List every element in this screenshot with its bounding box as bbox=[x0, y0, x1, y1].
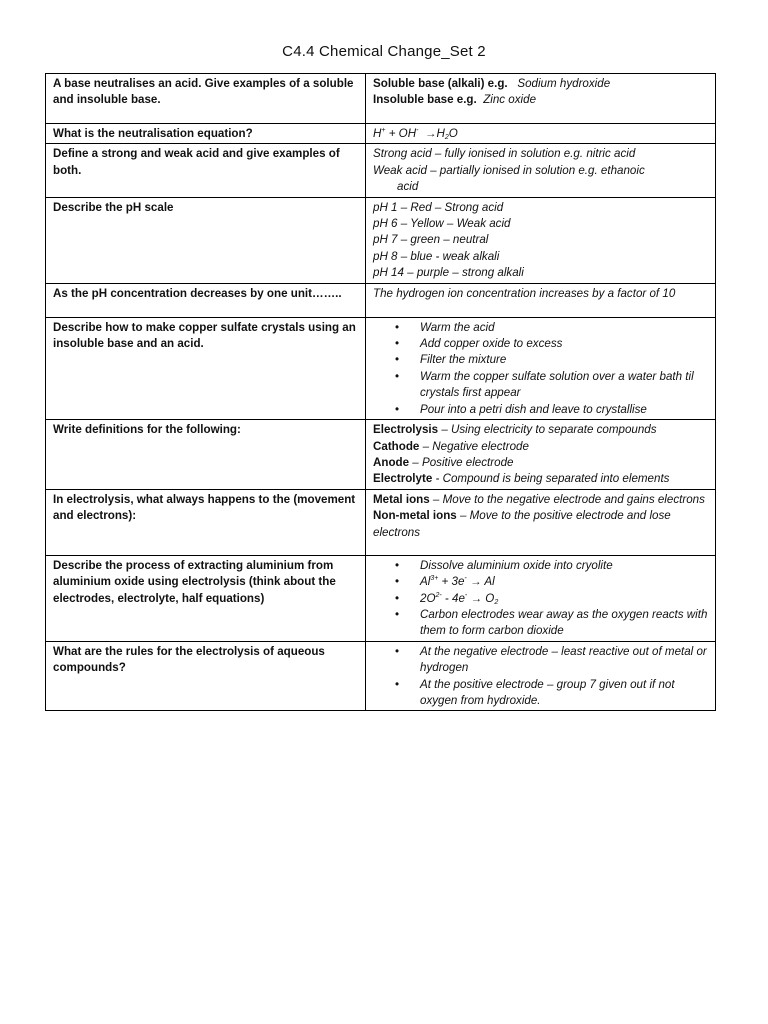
bullet-icon: • bbox=[395, 353, 400, 367]
bullet-icon: • bbox=[395, 607, 400, 621]
bullet-list bbox=[373, 644, 709, 710]
answer-cell: The hydrogen ion concentration increases by a factor of 10 bbox=[366, 283, 716, 317]
answer-cell bbox=[366, 144, 716, 197]
bullet-icon: • bbox=[395, 575, 400, 589]
list-item: • $2O^{2-} - 4e^- \to O_2$ bbox=[395, 591, 499, 606]
eq-text: H bbox=[436, 127, 445, 140]
answer-cell bbox=[366, 641, 716, 711]
question-table bbox=[45, 73, 716, 711]
list-item: • Pour into a petri dish and leave to crystallise bbox=[373, 402, 709, 418]
answer-cell bbox=[366, 317, 716, 419]
answer-line: acid bbox=[397, 180, 419, 194]
bullet-icon: • bbox=[395, 677, 400, 691]
question-cell: What are the rules for the electrolysis of aqueous compounds? bbox=[46, 641, 366, 711]
question-cell: A base neutralises an acid. Give examples of a soluble and insoluble base. bbox=[46, 74, 366, 124]
answer-line: pH 8 – blue - weak alkali bbox=[373, 249, 500, 263]
table-row bbox=[46, 197, 716, 283]
question-cell: Write definitions for the following: bbox=[46, 420, 366, 490]
bullet-icon: • bbox=[395, 337, 400, 351]
answer-label: Insoluble base e.g. bbox=[373, 93, 477, 107]
answer-line: pH 1 – Red – Strong acid bbox=[373, 200, 504, 214]
table-row bbox=[46, 144, 716, 197]
answer-text: Sodium hydroxide bbox=[517, 77, 611, 90]
eq-sup: + bbox=[381, 127, 386, 134]
eq-sub: 2 bbox=[444, 134, 449, 141]
answer-cell bbox=[366, 489, 716, 555]
bullet-icon: • bbox=[395, 591, 400, 605]
list-item: • At the positive electrode – group 7 given out if not oxygen from hydroxide. bbox=[395, 677, 675, 707]
question-cell: Describe how to make copper sulfate crystals using an insoluble base and an acid. bbox=[46, 317, 366, 419]
answer-cell bbox=[366, 420, 716, 490]
term-definition: - Compound is being separated into elements bbox=[432, 472, 670, 486]
table-row bbox=[46, 283, 716, 317]
list-item: • Filter the mixture bbox=[373, 352, 709, 368]
table-row bbox=[46, 317, 716, 419]
term-label: Electrolysis bbox=[373, 423, 439, 437]
question-cell: As the pH concentration decreases by one unit…….. bbox=[46, 283, 366, 317]
table-row bbox=[46, 489, 716, 555]
table-row bbox=[46, 74, 716, 124]
bullet-icon: • bbox=[395, 369, 400, 383]
question-cell: In electrolysis, what always happens to the (movement and electrons): bbox=[46, 489, 366, 555]
term-definition: – Positive electrode bbox=[409, 455, 514, 469]
bullet-list bbox=[373, 558, 709, 640]
answer-text: Zinc oxide bbox=[483, 93, 537, 107]
list-item: • Warm the copper sulfate solution over a water bath til crystals first appear bbox=[395, 369, 694, 400]
neutralisation-equation bbox=[366, 124, 716, 144]
arrow-icon: → bbox=[424, 127, 437, 140]
eq-text: O bbox=[448, 127, 458, 140]
list-item: • Dissolve aluminium oxide into cryolite bbox=[373, 558, 709, 574]
answer-line: Strong acid – fully ionised in solution e.g. nitric acid bbox=[373, 147, 636, 161]
list-item: • Carbon electrodes wear away as the oxygen reacts with them to form carbon dioxide bbox=[395, 607, 708, 638]
term-definition: – Move to the positive electrode and lose electrons bbox=[373, 509, 671, 539]
answer-line: Weak acid – partially ionised in solution e.g. ethanoic bbox=[373, 163, 645, 177]
list-item: • $Al^{3+} + 3e^- \to Al$ bbox=[373, 574, 709, 590]
list-item: • At the negative electrode – least reactive out of metal or hydrogen bbox=[395, 644, 707, 675]
answer-label: Soluble base (alkali) e.g. bbox=[373, 77, 508, 90]
term-label: Metal ions bbox=[373, 492, 430, 506]
bullet-icon: • bbox=[395, 320, 400, 334]
table-row bbox=[46, 124, 716, 144]
answer-line: pH 6 – Yellow – Weak acid bbox=[373, 217, 511, 231]
question-cell: What is the neutralisation equation? bbox=[46, 124, 366, 144]
term-label: Cathode bbox=[373, 439, 420, 453]
page-title: C4.4 Chemical Change_Set 2 bbox=[282, 43, 486, 60]
bullet-icon: • bbox=[395, 402, 400, 416]
bullet-list bbox=[373, 320, 709, 418]
eq-text: + OH bbox=[385, 127, 417, 140]
answer-cell bbox=[366, 197, 716, 283]
answer-line: pH 14 – purple – strong alkali bbox=[373, 266, 524, 280]
eq-text: H bbox=[373, 127, 382, 140]
question-cell: Define a strong and weak acid and give examples of both. bbox=[46, 144, 366, 197]
question-cell: Describe the process of extracting aluminium from aluminium oxide using electrolysis (think about the electrodes, electrolyte, half equations) bbox=[46, 555, 366, 641]
question-cell: Describe the pH scale bbox=[46, 197, 366, 283]
term-definition: – Move to the negative electrode and gains electrons bbox=[429, 492, 705, 506]
term-label: Non-metal ions bbox=[373, 509, 457, 523]
term-definition: – Using electricity to separate compounds bbox=[438, 423, 657, 437]
list-item: • Add copper oxide to excess bbox=[373, 336, 709, 352]
table-row bbox=[46, 420, 716, 490]
list-item: • Warm the acid bbox=[373, 320, 709, 336]
bullet-icon: • bbox=[395, 644, 400, 658]
answer-line: pH 7 – green – neutral bbox=[373, 233, 489, 247]
answer-cell bbox=[366, 555, 716, 641]
table-row bbox=[46, 555, 716, 641]
bullet-icon: • bbox=[395, 558, 400, 572]
term-label: Anode bbox=[373, 455, 410, 469]
eq-sup: - bbox=[416, 127, 419, 134]
term-definition: – Negative electrode bbox=[419, 439, 529, 453]
table-row bbox=[46, 641, 716, 711]
term-label: Electrolyte bbox=[373, 472, 433, 486]
answer-cell bbox=[366, 74, 716, 124]
